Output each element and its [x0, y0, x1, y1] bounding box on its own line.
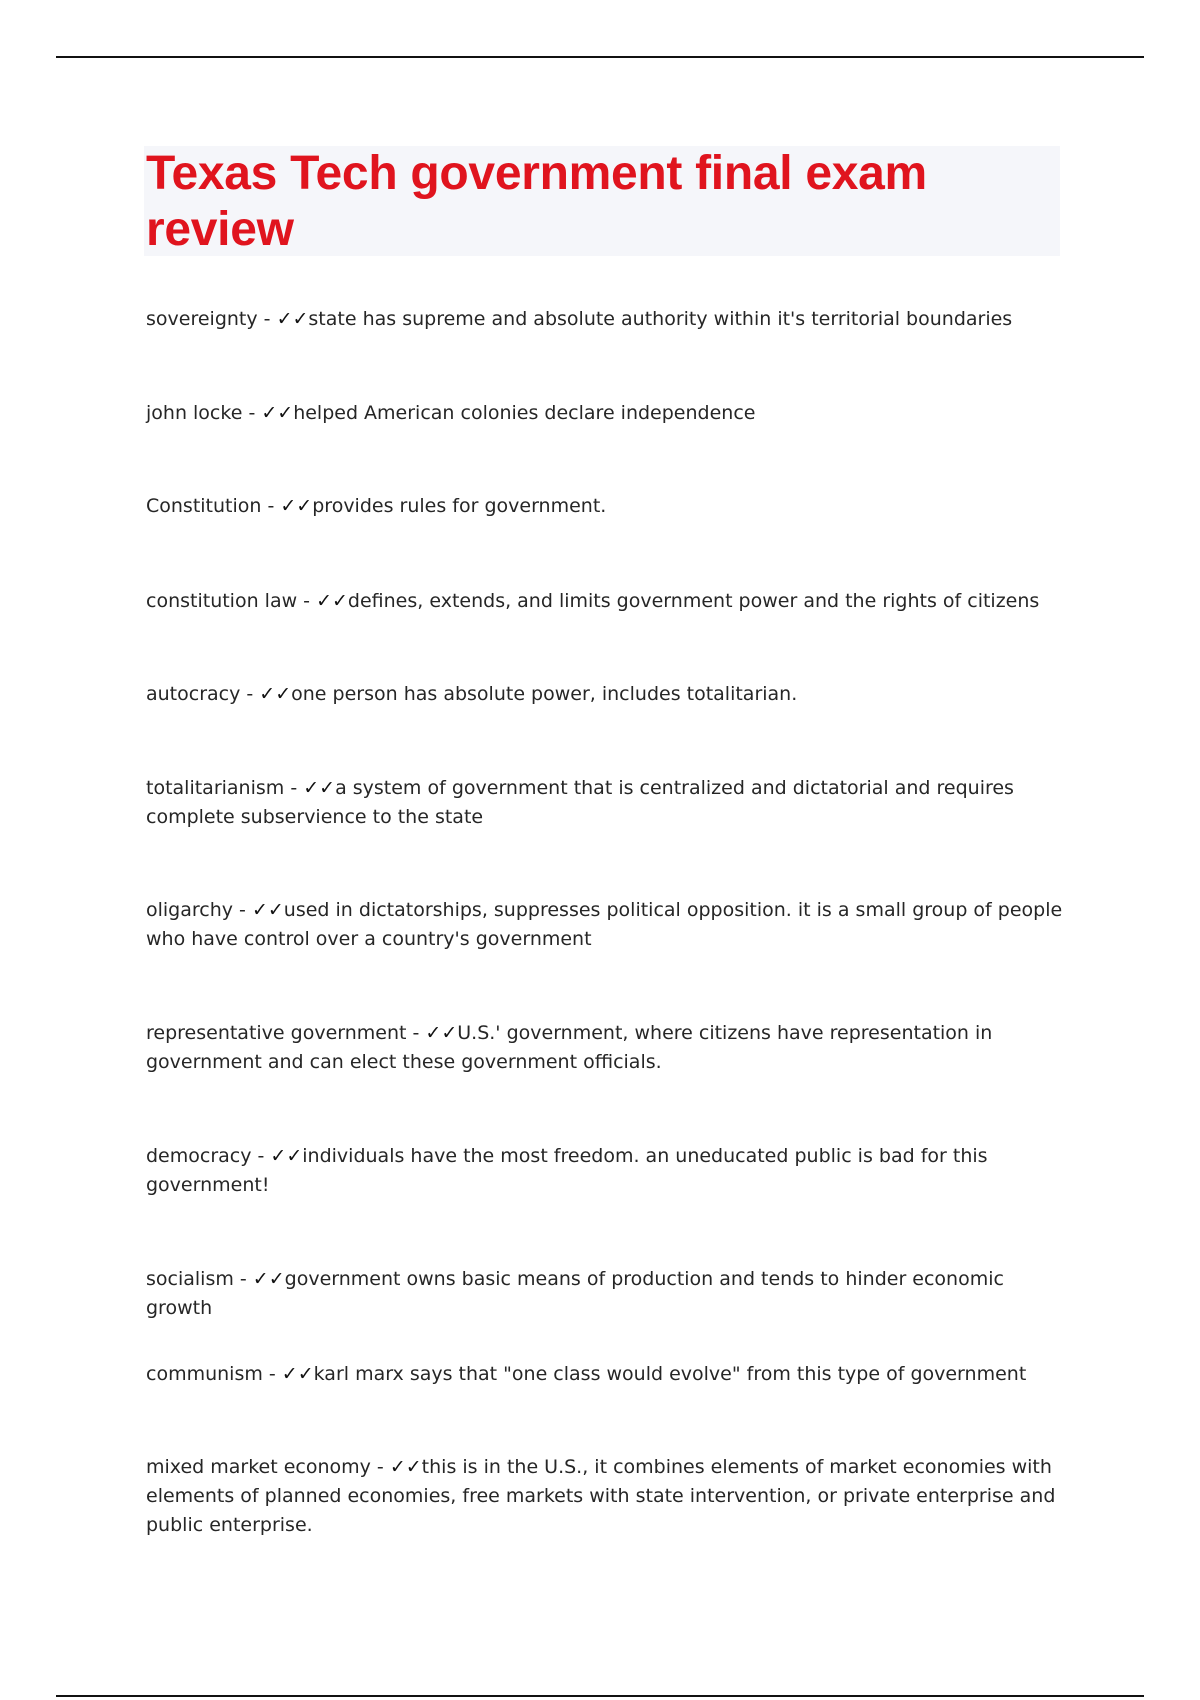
entry-separator: -: [261, 495, 281, 517]
entry-definition: one person has absolute power, includes totalitarian.: [291, 683, 798, 705]
entry-separator: -: [233, 899, 252, 921]
entry-separator: -: [233, 1268, 253, 1290]
top-rule: [56, 56, 1144, 58]
entry-definition: government owns basic means of production and tends to hinder economic growth: [146, 1268, 1004, 1319]
entry-separator: -: [297, 590, 317, 612]
glossary-entry: [146, 399, 1066, 428]
double-check-icon: ✓✓: [276, 308, 309, 330]
entry-separator: -: [251, 1145, 271, 1167]
entry-definition: provides rules for government.: [312, 495, 607, 517]
glossary-entry: [146, 896, 1066, 954]
entry-definition: individuals have the most freedom. an uneducated public is bad for this government!: [146, 1145, 988, 1196]
double-check-icon: ✓✓: [316, 590, 348, 612]
entry-term: socialism: [146, 1268, 234, 1290]
entry-term: totalitarianism: [146, 777, 285, 799]
entry-definition: state has supreme and absolute authority within it's territorial boundaries: [308, 308, 1013, 330]
glossary-entry: [146, 774, 1066, 832]
double-check-icon: ✓✓: [270, 1145, 303, 1167]
entry-term: constitution law: [146, 590, 298, 612]
entry-separator: -: [284, 777, 304, 799]
glossary-entry: [146, 1142, 1066, 1200]
entry-separator: -: [240, 683, 260, 705]
entry-separator: -: [370, 1456, 390, 1478]
entry-definition: defines, extends, and limits government power and the rights of citizens: [347, 590, 1040, 612]
entry-definition: U.S.' government, where citizens have representation in government and can elect these government officials.: [146, 1022, 993, 1073]
entry-definition: karl marx says that "one class would evolve" from this type of government: [313, 1363, 1027, 1385]
glossary-entry: [146, 1265, 1066, 1323]
bottom-rule: [56, 1695, 1144, 1697]
entry-term: democracy: [146, 1145, 252, 1167]
title-banner: [144, 146, 1060, 256]
glossary-entry: [146, 1360, 1066, 1389]
double-check-icon: ✓✓: [252, 1268, 285, 1290]
glossary-entry: [146, 492, 1066, 521]
entry-separator: -: [257, 308, 277, 330]
entry-term: john locke: [146, 402, 243, 424]
entry-term: mixed market economy: [146, 1456, 371, 1478]
entry-term: representative government: [146, 1022, 407, 1044]
entry-term: Constitution: [146, 495, 262, 517]
entry-term: oligarchy: [146, 899, 234, 921]
entry-definition: this is in the U.S., it combines elements of market economies with elements of planned economies, free markets with state intervention, or private enterprise and public enterprise.: [146, 1456, 1056, 1536]
double-check-icon: ✓✓: [259, 683, 292, 705]
double-check-icon: ✓✓: [280, 495, 313, 517]
entry-term: communism: [146, 1363, 263, 1385]
glossary-entry: [146, 680, 1066, 709]
page-title: Texas Tech government final exam review: [146, 147, 927, 256]
glossary-entry: [146, 1453, 1066, 1540]
entry-definition: helped American colonies declare independence: [293, 402, 756, 424]
entry-separator: -: [406, 1022, 426, 1044]
glossary-entry: [146, 587, 1066, 616]
double-check-icon: ✓✓: [425, 1022, 458, 1044]
double-check-icon: ✓✓: [251, 899, 284, 921]
entry-separator: -: [262, 1363, 282, 1385]
double-check-icon: ✓✓: [281, 1363, 314, 1385]
double-check-icon: ✓✓: [261, 402, 294, 424]
entry-definition: a system of government that is centralized and dictatorial and requires complete subservience to the state: [146, 777, 1014, 828]
double-check-icon: ✓✓: [303, 777, 336, 799]
entry-term: autocracy: [146, 683, 241, 705]
entry-definition: used in dictatorships, suppresses political opposition. it is a small group of people who have control over a country's government: [146, 899, 1063, 950]
entry-separator: -: [242, 402, 262, 424]
glossary-entry: [146, 1019, 1066, 1077]
entry-term: sovereignty: [146, 308, 258, 330]
double-check-icon: ✓✓: [389, 1456, 422, 1478]
glossary-entry: [146, 305, 1066, 334]
